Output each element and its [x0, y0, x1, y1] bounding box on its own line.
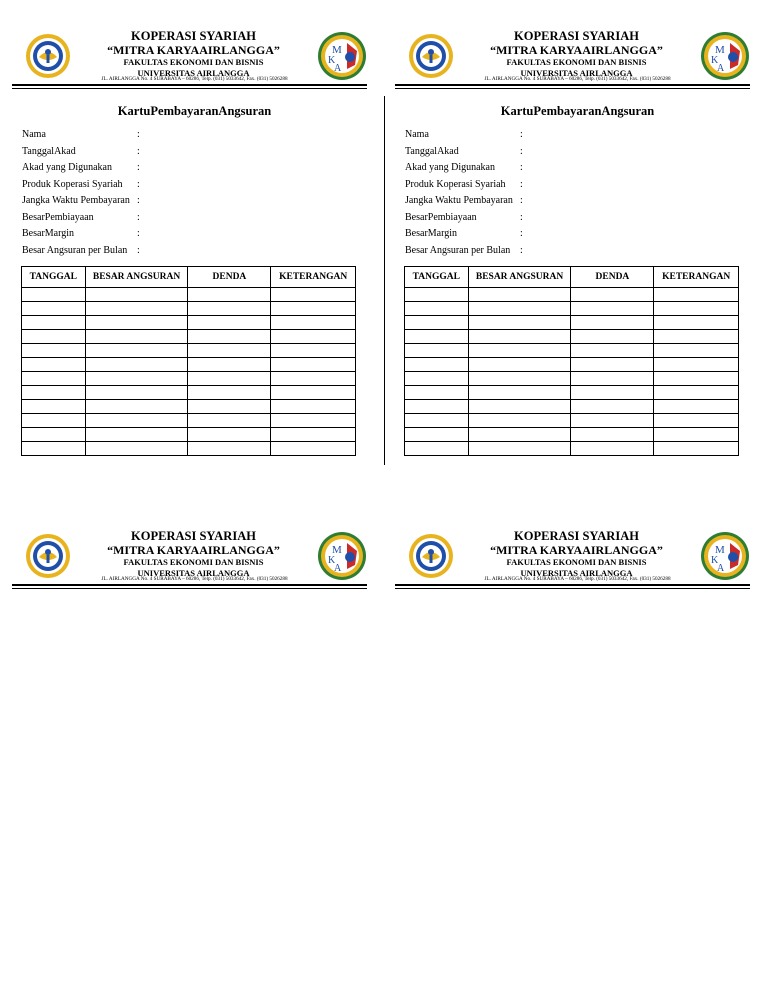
table-cell	[22, 428, 86, 442]
field-label: Besar Angsuran per Bulan	[22, 244, 128, 256]
field-label: Besar Angsuran per Bulan	[405, 244, 511, 256]
payment-table	[404, 266, 739, 456]
table-cell	[571, 316, 654, 330]
table-cell	[571, 372, 654, 386]
field-label: Nama	[405, 129, 429, 140]
table-cell	[654, 344, 739, 358]
table-cell	[405, 316, 469, 330]
payment-card-4	[405, 529, 750, 591]
table-cell	[468, 358, 571, 372]
table-cell	[85, 386, 188, 400]
divider-thin	[12, 88, 367, 89]
field-label: BesarMargin	[405, 228, 458, 239]
org-name: KOPERASI SYARIAH	[514, 529, 639, 543]
field-label: TanggalAkad	[22, 145, 76, 157]
table-cell	[188, 414, 271, 428]
university-name: UNIVERSITAS AIRLANGGA	[520, 568, 633, 578]
table-cell	[188, 358, 271, 372]
org-subname: “MITRA KARYAAIRLANGGA”	[107, 43, 280, 57]
field-label: Akad yang Digunakan	[22, 162, 112, 173]
field-row	[405, 177, 750, 194]
table-cell	[571, 428, 654, 442]
field-value: :	[520, 228, 523, 239]
table-cell	[271, 302, 356, 316]
table-row	[22, 330, 356, 344]
table-cell	[271, 344, 356, 358]
payment-card-1	[22, 29, 367, 456]
table-cell	[22, 302, 86, 316]
field-label: Produk Koperasi Syariah	[405, 178, 506, 190]
org-subname: “MITRA KARYAAIRLANGGA”	[490, 543, 663, 557]
org-name: KOPERASI SYARIAH	[131, 529, 256, 543]
column-header-besar-angsuran: BESAR ANGSURAN	[85, 267, 188, 288]
table-cell	[405, 344, 469, 358]
field-row	[22, 226, 367, 243]
table-row	[22, 414, 356, 428]
table-cell	[22, 330, 86, 344]
field-row	[22, 243, 367, 260]
table-cell	[571, 302, 654, 316]
divider-thin	[12, 588, 367, 589]
field-value: :	[520, 195, 523, 206]
svg-text:M: M	[332, 44, 342, 56]
faculty-name: FAKULTAS EKONOMI DAN BISNIS	[123, 57, 264, 67]
address-line: JL. AIRLANGGA No. 4 SURABAYA – 60286, Telp. (031) 5033642, Fax. (031) 5026288	[101, 76, 288, 82]
field-value: :	[137, 162, 140, 173]
table-cell	[22, 372, 86, 386]
svg-text:K: K	[711, 55, 719, 66]
field-label: Jangka Waktu Pembayaran	[22, 195, 130, 206]
field-value: :	[137, 211, 140, 223]
university-name: UNIVERSITAS AIRLANGGA	[520, 68, 633, 78]
table-cell	[22, 316, 86, 330]
svg-text:A: A	[717, 563, 725, 574]
address-line: JL. AIRLANGGA No. 4 SURABAYA – 60286, Telp. (031) 5033642, Fax. (031) 5026288	[101, 576, 288, 582]
table-cell	[654, 316, 739, 330]
table-cell	[85, 344, 188, 358]
letterhead	[22, 29, 367, 91]
table-cell	[468, 288, 571, 302]
field-list	[22, 127, 367, 259]
table-cell	[468, 344, 571, 358]
table-cell	[22, 414, 86, 428]
table-cell	[405, 442, 469, 456]
field-row	[405, 193, 750, 210]
field-row	[22, 193, 367, 210]
svg-text:A: A	[334, 563, 342, 574]
table-cell	[405, 302, 469, 316]
table-cell	[405, 330, 469, 344]
university-emblem-icon	[408, 533, 454, 579]
field-value: :	[520, 244, 523, 256]
table-cell	[405, 414, 469, 428]
field-row	[405, 127, 750, 144]
table-cell	[654, 386, 739, 400]
divider-thin	[395, 88, 750, 89]
table-cell	[22, 344, 86, 358]
org-subname: “MITRA KARYAAIRLANGGA”	[490, 43, 663, 57]
university-name: UNIVERSITAS AIRLANGGA	[137, 568, 250, 578]
column-header-besar-angsuran: BESAR ANGSURAN	[468, 267, 571, 288]
table-cell	[22, 442, 86, 456]
university-name: UNIVERSITAS AIRLANGGA	[137, 68, 250, 78]
column-header-denda: DENDA	[188, 267, 271, 288]
table-cell	[654, 414, 739, 428]
column-header-tanggal: TANGGAL	[22, 267, 86, 288]
svg-text:M: M	[715, 544, 725, 556]
table-cell	[405, 386, 469, 400]
table-cell	[85, 428, 188, 442]
table-row	[22, 344, 356, 358]
table-row	[405, 302, 739, 316]
field-value: :	[137, 145, 140, 157]
table-cell	[654, 302, 739, 316]
field-row	[22, 127, 367, 144]
divider-thick	[395, 84, 750, 86]
table-cell	[468, 316, 571, 330]
table-row	[405, 442, 739, 456]
field-row	[405, 210, 750, 227]
table-row	[405, 344, 739, 358]
field-row	[22, 210, 367, 227]
field-row	[405, 144, 750, 161]
table-cell	[188, 400, 271, 414]
table-cell	[571, 330, 654, 344]
table-row	[405, 428, 739, 442]
table-cell	[271, 330, 356, 344]
table-cell	[654, 288, 739, 302]
table-cell	[85, 442, 188, 456]
table-row	[22, 372, 356, 386]
university-emblem-icon	[25, 33, 71, 79]
field-row	[22, 160, 367, 177]
table-cell	[271, 442, 356, 456]
table-cell	[654, 442, 739, 456]
svg-text:A: A	[717, 63, 725, 74]
letterhead	[405, 29, 750, 91]
table-cell	[571, 442, 654, 456]
svg-text:K: K	[328, 55, 336, 66]
table-cell	[571, 344, 654, 358]
table-row	[405, 400, 739, 414]
divider-thick	[12, 584, 367, 586]
column-header-denda: DENDA	[571, 267, 654, 288]
table-cell	[85, 302, 188, 316]
table-row	[405, 330, 739, 344]
table-cell	[571, 414, 654, 428]
svg-text:K: K	[328, 555, 336, 566]
field-list	[405, 127, 750, 259]
table-cell	[405, 358, 469, 372]
table-cell	[188, 344, 271, 358]
table-cell	[468, 372, 571, 386]
table-cell	[188, 302, 271, 316]
field-label: BesarPembiayaan	[405, 211, 477, 223]
table-cell	[188, 372, 271, 386]
table-row	[405, 386, 739, 400]
university-emblem-icon	[25, 533, 71, 579]
table-row	[405, 288, 739, 302]
table-cell	[22, 386, 86, 400]
table-cell	[571, 400, 654, 414]
table-cell	[654, 428, 739, 442]
table-cell	[468, 428, 571, 442]
table-row	[22, 442, 356, 456]
field-value: :	[137, 129, 140, 140]
table-cell	[22, 358, 86, 372]
payment-card-2	[405, 29, 750, 456]
table-cell	[271, 372, 356, 386]
university-emblem-icon	[408, 33, 454, 79]
table-cell	[271, 316, 356, 330]
card-divider	[384, 96, 385, 465]
field-row	[22, 144, 367, 161]
field-value: :	[137, 228, 140, 239]
table-cell	[188, 442, 271, 456]
field-label: Produk Koperasi Syariah	[22, 178, 123, 190]
field-value: :	[520, 178, 523, 190]
koperasi-emblem-icon	[700, 31, 750, 81]
table-cell	[468, 330, 571, 344]
field-row	[405, 160, 750, 177]
table-cell	[188, 428, 271, 442]
address-line: JL. AIRLANGGA No. 4 SURABAYA – 60286, Telp. (031) 5033642, Fax. (031) 5026288	[484, 76, 671, 82]
koperasi-emblem-icon	[317, 31, 367, 81]
table-cell	[188, 316, 271, 330]
table-cell	[571, 386, 654, 400]
table-cell	[85, 330, 188, 344]
field-label: BesarMargin	[22, 228, 75, 239]
field-value: :	[520, 162, 523, 173]
svg-text:A: A	[334, 63, 342, 74]
field-label: BesarPembiayaan	[22, 211, 94, 223]
table-cell	[22, 288, 86, 302]
table-cell	[85, 288, 188, 302]
field-value: :	[137, 195, 140, 206]
svg-text:M: M	[715, 44, 725, 56]
field-row	[22, 177, 367, 194]
payment-table	[21, 266, 356, 456]
table-row	[405, 372, 739, 386]
org-subname: “MITRA KARYAAIRLANGGA”	[107, 543, 280, 557]
field-label: Nama	[22, 129, 46, 140]
table-cell	[271, 358, 356, 372]
table-cell	[271, 414, 356, 428]
field-label: TanggalAkad	[405, 145, 459, 157]
table-cell	[22, 400, 86, 414]
org-name: KOPERASI SYARIAH	[131, 29, 256, 43]
letterhead	[22, 529, 367, 591]
table-row	[405, 414, 739, 428]
table-cell	[468, 302, 571, 316]
letterhead	[405, 529, 750, 591]
faculty-name: FAKULTAS EKONOMI DAN BISNIS	[123, 557, 264, 567]
column-header-keterangan: KETERANGAN	[271, 267, 356, 288]
field-row	[405, 243, 750, 260]
table-cell	[405, 372, 469, 386]
table-cell	[654, 400, 739, 414]
divider-thin	[395, 588, 750, 589]
table-row	[22, 358, 356, 372]
table-cell	[405, 288, 469, 302]
divider-thick	[12, 84, 367, 86]
card-title: KartuPembayaranAngsuran	[500, 104, 655, 118]
field-row	[405, 226, 750, 243]
table-cell	[654, 372, 739, 386]
table-cell	[85, 414, 188, 428]
table-cell	[654, 330, 739, 344]
table-cell	[85, 316, 188, 330]
org-name: KOPERASI SYARIAH	[514, 29, 639, 43]
table-cell	[85, 358, 188, 372]
card-title: KartuPembayaranAngsuran	[117, 104, 272, 118]
table-cell	[468, 386, 571, 400]
address-line: JL. AIRLANGGA No. 4 SURABAYA – 60286, Telp. (031) 5033642, Fax. (031) 5026288	[484, 576, 671, 582]
koperasi-emblem-icon	[317, 531, 367, 581]
field-value: :	[520, 129, 523, 140]
faculty-name: FAKULTAS EKONOMI DAN BISNIS	[506, 57, 647, 67]
table-row	[22, 386, 356, 400]
table-cell	[85, 372, 188, 386]
table-cell	[468, 414, 571, 428]
table-cell	[271, 386, 356, 400]
table-cell	[271, 288, 356, 302]
field-value: :	[137, 178, 140, 190]
table-row	[22, 400, 356, 414]
table-row	[22, 288, 356, 302]
divider-thick	[395, 584, 750, 586]
table-cell	[405, 428, 469, 442]
svg-text:K: K	[711, 555, 719, 566]
table-cell	[654, 358, 739, 372]
table-cell	[271, 428, 356, 442]
table-cell	[468, 442, 571, 456]
field-value: :	[520, 145, 523, 157]
table-cell	[405, 400, 469, 414]
field-value: :	[520, 211, 523, 223]
table-row	[405, 316, 739, 330]
field-label: Akad yang Digunakan	[405, 162, 495, 173]
column-header-tanggal: TANGGAL	[405, 267, 469, 288]
koperasi-emblem-icon	[700, 531, 750, 581]
table-row	[405, 358, 739, 372]
table-cell	[188, 386, 271, 400]
table-row	[22, 302, 356, 316]
table-cell	[188, 288, 271, 302]
field-value: :	[137, 244, 140, 256]
table-cell	[271, 400, 356, 414]
faculty-name: FAKULTAS EKONOMI DAN BISNIS	[506, 557, 647, 567]
table-cell	[571, 288, 654, 302]
table-cell	[468, 400, 571, 414]
column-header-keterangan: KETERANGAN	[654, 267, 739, 288]
table-cell	[85, 400, 188, 414]
table-cell	[188, 330, 271, 344]
field-label: Jangka Waktu Pembayaran	[405, 195, 513, 206]
table-row	[22, 316, 356, 330]
payment-card-3	[22, 529, 367, 591]
table-cell	[571, 358, 654, 372]
table-row	[22, 428, 356, 442]
svg-text:M: M	[332, 544, 342, 556]
